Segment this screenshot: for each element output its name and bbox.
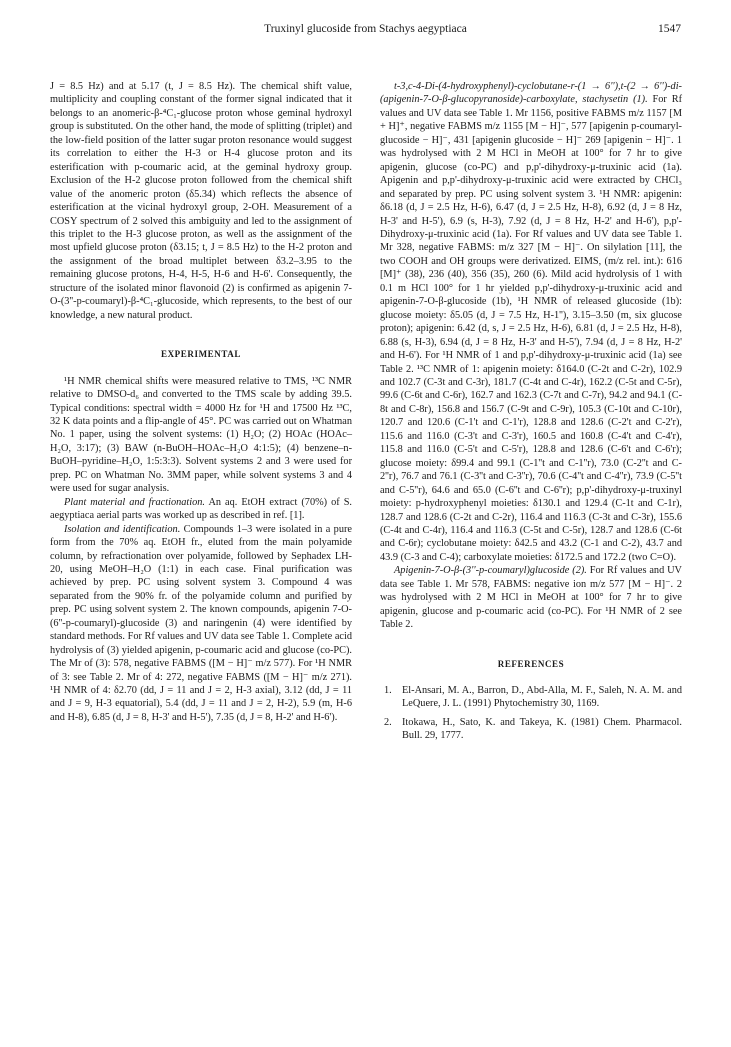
running-header (50, 23, 681, 39)
references-heading: REFERENCES (497, 658, 565, 669)
isolation-lead: Isolation and identification. (64, 523, 181, 535)
methods-paragraph: ¹H NMR chemical shifts were measured relative to TMS, ¹³C NMR relative to DMSO-d₆ and converted to the TMS scale by adding 39.5. Typical conditions: spectral width = 4000 Hz for ¹H and 17500 Hz ¹³C, 32 K data points and a flip-angle of 45°. PC was carried out on Whatman No. 1 paper, using the solvent systems: (1) H₂O; (2) HOAc (HOAc–H₂O, 3:17); (3) BAW (n-BuOH–HOAc–H₂O 4:1:5); (4) benzene–n-BuOH–pyridine–H₂O, 1:5:3:3). Solvent systems 2 and 3 were used for prep. PC on Whatman No. 3MM paper, while solvent systems 3 and 4 were used for sugar analysis. (50, 375, 352, 495)
compound-2-text: For Rf values and UV data see Table 1. Mr 578, FABMS: negative ion m/z 577 [M − H]⁻. 2 was hydrolysed with 2 M HCl in MeOH at 100° for 7 hr to give apigenin, glucose and p-coumaric acid (co-PC). For ¹H NMR of 2 see Table 2. (380, 565, 682, 631)
reference-item: 2. Itokawa, H., Sato, K. and Takeya, K. (1981) Chem. Pharmacol. Bull. 29, 1777. (384, 716, 682, 742)
plant-material-lead: Plant material and fractionation. (64, 496, 206, 508)
compound-2-lead: Apigenin-7-O-β-(3''-p-coumaryl)glucoside (2). (394, 565, 587, 577)
references-list (380, 684, 682, 743)
plant-material-text: An aq. EtOH extract (70%) of S. aegyptiaca aerial parts was worked up as described in ref. [1]. (50, 496, 352, 522)
stachysetin-lead: t-3,c-4-Di-(4-hydroxyphenyl)-cyclobutane-r-(1 → 6''),t-(2 → 6'')-di-(apigenin-7-O-β-glucopyranoside)-carboxylate, stachysetin (1). (380, 81, 682, 106)
isolation-text: Compounds 1–3 were isolated in a pure form from the 70% aq. EtOH fr., eluted from the main polyamide column, by refractionation over polyamide, followed by Sephadex LH-20, using MeOH–H₂O (1:1) in each case. Final purification was achieved by prep. PC using solvent system 3. Compound 4 was separated from the 90% fr. of the polyamide column and purified by prep. PC using solvent system 2. The known compounds, apigenin 7-O-(6''-p-coumaryl)-glucoside (3) and naringenin (4) were identified by standard methods. For Rf values and UV data see Table 1. Complete acid hydrolysis of (3) yielded apigenin, p-coumaric acid and glucose (co-PC). The Mr of (3): 578, negative FABMS ([M − H]⁻ m/z 577). For ¹H NMR of 3: see Table 2. Mr of 4: 272, negative FABMS ([M − H]⁻ m/z 271). ¹H NMR of 4: δ2.70 (dd, J = 11 and J = 2, H-3 axial), 3.12 (dd, J = 11 and J = 9, H-3 equatorial), 5.4 (dd, J = 11 and J = 2, H-2), 5.9 (m, H-6 and H-8), 6.85 (d, J = 8, H-3' and H-5'), 7.35 (d, J = 8, H-2' and H-6'). (50, 523, 352, 723)
experimental-heading: EXPERIMENTAL (160, 349, 242, 360)
plant-material-paragraph (50, 496, 352, 523)
page-number: 1547 (658, 23, 681, 35)
reference-item: 1. El-Ansari, M. A., Barron, D., Abd-Alla, M. F., Saleh, N. A. M. and LeQuere, J. L. (1991) Phytochemistry 30, 1169. (384, 685, 682, 710)
results-paragraph: J = 8.5 Hz) and at 5.17 (t, J = 8.5 Hz). The chemical shift value, multiplicity and coupling constant of the former signal indicated that it belongs to an anomeric-β-⁴C₁-glucose proton whose geminal hydroxyl group is substituted. On the other hand, the mode of splitting (triplet) and the low-field position of the latter sugar proton resonance would suggest its correlation to either the H-3 or H-4 glucose proton and its esterification with p-coumaric acid, at the geminal hydroxy group. Exclusion of the H-2 glucose proton followed from the chemical shift value of the anomeric proton (δ5.34) which reflects the absence of esterification at the vicinal hydroxyl group, 2-OH. Measurement of a COSY spectrum of 2 solved this ambiguity and led to the assignment of this triplet to the H-3 glucose proton, as well as the assignment of the most upfield glucose proton (δ3.15; t, J = 8.5 Hz) to the H-2 proton and the assignment of the broad multiplet between δ3.2–3.95 to the remaining glucose protons, H-4, H-5, H-6 and H-6'. Consequently, the structure of the isolated minor flavonoid (2) is confirmed as apigenin 7-O-(3''-p-coumaryl)-β-⁴C₁-glucoside, which represents, to the best of our knowledge, a new natural product. (50, 81, 352, 321)
isolation-paragraph (50, 523, 352, 725)
running-title: Truxinyl glucoside from Stachys aegyptiaca (264, 23, 467, 35)
right-column (380, 80, 682, 748)
stachysetin-text: For Rf values and UV data see Table 1. Mr 1156, positive FABMS m/z 1157 [M + H]⁺, negative FABMS m/z 1155 [M − H]⁻, 577 [apigenin p-coumaryl-glucoside − H]⁻, 431 [apigenin glucoside − H]⁻ 269 [apigenin − H]⁻. 1 was hydrolysed with 2 M HCl in MeOH at 100° for 7 hr to give apigenin, glucose (co-PC) and p,p'-dihydroxy-μ-truxinic acid (1a). Apigenin and p,p'-dihydroxy-μ-truxinic acid were extracted by CHCl₃ and separated by prep. PC using solvent system 3. ¹H NMR: apigenin: δ6.18 (d, J = 2.5 Hz, H-6), 6.47 (d, J = 2.5 Hz, H-8), 6.92 (d, J = 8 Hz, H-3' and H-5'), 6.9 (s, H-3), 7.92 (d, J = 8 Hz, H-2' and H-6'), p,p'-Dihydroxy-μ-truxinic acid (1a). For Rf values and UV data see Table 1. Mr 328, negative FABMS: m/z 327 [M − H]⁻. On silylation [11], the two COOH and OH groups were derivatized. EIMS, (m/z rel. int.): 616 [M]⁺ (38), 236 (40), 356 (35), 260 (6). Mild acid hydrolysis of 1 with 0.1 m HCl 100° for 1 hr yielded p,p'-dihydroxy-μ-truxinic acid and apigenin-7-O-β-glucoside (1b), ¹H NMR of released glucoside (1b): glucose moiety: δ5.05 (d, J = 7.5 Hz, H-1''), 3.15–3.50 (m, six glucose proton); apigenin: 6.42 (d, s, J = 2.5 Hz, H-6), 6.81 (d, J = 2.5 Hz, H-8), 6.88 (s, H-3), 6.94 (d, J = 8 Hz, H-3' and H-5'), 7.94 (d, J = 8 Hz, H-2' and H-6'). For ¹H NMR of 1 and p,p'-dihydroxy-μ-truxinic acid (1a) see Table 2. ¹³C NMR of 1: apigenin moiety: δ164.0 (C-2t and C-2r), 102.9 and 102.7 (C-3t and C-3r), 181.7 (C-4t and C-4r), 162.2 (C-5t and C-5r), 99.6 (C-6t and C-6r), 162.7 and 162.3 (C-7t and C-7r), 94.2 and 94.1 (C-8t and C-8r), 156.8 and 156.7 (C-9t and C-9r), 105.3 (C-10t and C-10r), 120.7 and 120.6 (C-1't and C-1'r), 128.8 and 128.6 (C-2't and C-2'r), 115.6 and 116.0 (C-3't and C-3'r), 160.5 and 160.8 (C-4't and C-4'r), 115.8 and 116.0 (C-5't and C-5'r), 128.8 and 128.6 (C-6't and C-6'r); glucose moiety: δ99.4 and 99.1 (C-1''t and C-1''r), 73.0 (C-2''t and C-2''r), 76.7 and 76.1 (C-3''t and C-3''r), 70.6 (C-4''t and C-4''r), 73.9 (C-5''t and C-5''r), 64.6 and 65.0 (C-6''t and C-6''r); p,p'-dihydroxy-μ-truxinyl moiety: p-hydroxyphenyl moieties: δ130.1 and 129.4 (C-1t and C-1r), 128.7 and 128.6 (C-2t and C-2r), 116.4 and 116.3 (C-3t and C-3r), 155.6 (C-4t and C-4r), 116.4 and 116.3 (C-5t and C-5r), 128.7 and 128.6 (C-6t and C-6r); cyclobutane moiety: δ42.5 and 43.2 (C-1 and C-2), 43.7 and 43.9 (C-3 and C-4); carboxylate moieties: δ172.5 and 172.2 (two C=O). (380, 94, 683, 563)
left-column (50, 80, 352, 724)
compound-2-paragraph (380, 564, 682, 631)
stachysetin-paragraph (380, 80, 682, 564)
